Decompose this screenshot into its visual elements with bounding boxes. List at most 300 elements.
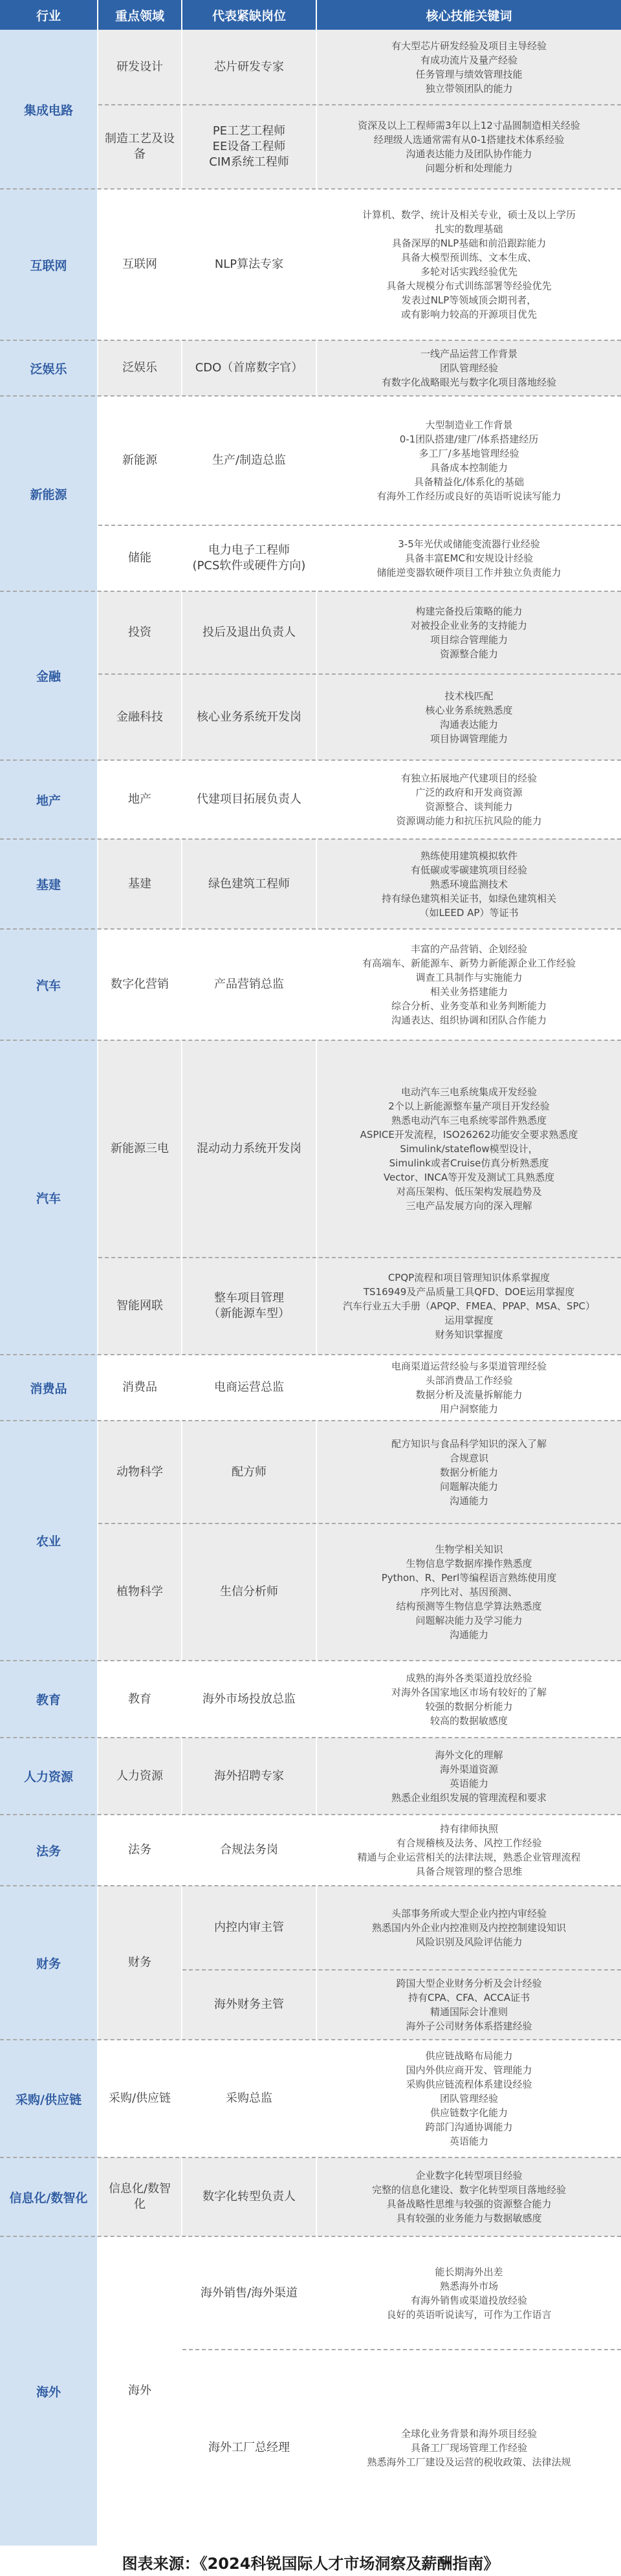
row-divider	[0, 1660, 621, 1661]
row-divider	[0, 2039, 621, 2040]
keyword-line: 三电产品发展方向的深入理解	[406, 1200, 532, 1212]
area-label: 信息化/数智化	[108, 2182, 171, 2211]
industry-cell	[0, 1355, 97, 1421]
role-cell	[182, 2157, 316, 2236]
role-label: 内控内审主管	[214, 1921, 284, 1934]
role-label: NLP算法专家	[214, 257, 284, 271]
industry-cell	[0, 2236, 97, 2546]
keyword-line: 构建完备投后策略的能力	[415, 606, 523, 617]
area-cell	[98, 1355, 181, 1421]
keyword-line: 具备精益化/体系化的基础	[413, 476, 525, 488]
area-label: 法务	[128, 1843, 151, 1857]
keyword-line: 对被投企业业务的支持能力	[410, 620, 527, 631]
keyword-line: 生物信息学数据库操作熟悉度	[406, 1558, 532, 1569]
keyword-line: 项目协调管理能力	[430, 732, 508, 745]
role-label: 电力电子工程师	[208, 543, 290, 557]
role-label: PE工艺工程师	[212, 124, 286, 138]
area-label: 教育	[128, 1692, 151, 1706]
row-divider	[182, 1969, 621, 1970]
keyword-line: 运用掌握度	[444, 1315, 494, 1326]
area-label: 采购/供应链	[108, 2091, 171, 2105]
role-cell	[182, 340, 316, 396]
industry-cell	[0, 340, 97, 396]
keyword-line: 供应链数字化能力	[430, 2107, 508, 2119]
column-divider	[97, 0, 98, 2546]
industry-cell	[0, 1738, 97, 1815]
keyword-line: 团队管理经验	[439, 2093, 498, 2104]
keyword-line: 团队管理经验	[439, 362, 498, 374]
keyword-line: 有高端车、新能源车、新势力新能源企业工作经验	[362, 957, 576, 969]
keyword-line: 项目综合管理能力	[430, 634, 508, 646]
role-label: 采购总监	[226, 2091, 272, 2105]
row-divider	[98, 1257, 621, 1258]
keywords-cell	[317, 674, 621, 760]
role-label: EE设备工程师	[212, 140, 286, 153]
row-divider	[182, 2349, 621, 2350]
area-label: 基建	[128, 877, 151, 891]
keyword-line: 能长期海外出差	[435, 2265, 503, 2278]
row-divider	[0, 1040, 621, 1041]
industry-cell	[0, 1815, 97, 1886]
row-divider	[0, 838, 621, 840]
keywords-cell	[317, 396, 621, 525]
keyword-line: 具备大模型预训练、文本生成、	[400, 252, 537, 263]
keyword-line: 有低碳或零碳建筑项目经验	[410, 864, 527, 876]
industry-label: 金融	[36, 670, 61, 684]
area-label: 制造工艺及设备	[105, 132, 175, 161]
role-cell	[182, 2236, 316, 2350]
keywords-cell	[317, 1421, 621, 1523]
role-cell	[182, 929, 316, 1040]
keyword-line: 风险识别及风险评估能力	[415, 1936, 523, 1948]
keywords-cell	[317, 1886, 621, 1970]
role-label: (PCS软件或硬件方向)	[192, 559, 306, 573]
keyword-line: 3-5年光伏或储能变流器行业经验	[398, 538, 540, 550]
column-divider	[181, 0, 182, 2546]
keyword-line: 问题解决能力及学习能力	[415, 1615, 523, 1626]
role-cell	[182, 1738, 316, 1815]
row-divider	[0, 1814, 621, 1815]
area-cell	[98, 1523, 181, 1661]
keyword-line: 具有较强的业务能力与数据敏感度	[396, 2212, 542, 2224]
area-cell	[98, 1421, 181, 1523]
role-cell	[182, 1355, 316, 1421]
role-label: （新能源车型）	[208, 1307, 290, 1320]
area-label: 植物科学	[116, 1585, 163, 1599]
keyword-line: 资源整合能力	[439, 648, 498, 660]
keyword-line: 有海外工作经历或良好的英语听说读写能力	[376, 490, 561, 502]
keywords-cell	[317, 525, 621, 591]
keyword-line: 合规意识	[449, 1452, 488, 1464]
header-industry: 行业	[0, 0, 97, 30]
role-label: 配方师	[232, 1465, 267, 1479]
row-divider	[0, 1737, 621, 1738]
keywords-cell	[317, 1661, 621, 1738]
keyword-line: 具备工厂现场管理工作经验	[410, 2441, 527, 2454]
industry-label: 农业	[36, 1534, 61, 1549]
keyword-line: 完整的信息化建设、数字化转型项目落地经验	[371, 2184, 566, 2196]
area-cell	[98, 591, 181, 674]
area-label: 数字化营销	[111, 977, 169, 991]
keyword-line: 有成功流片及量产经验	[420, 54, 518, 66]
keyword-line: 资源整合、谈判能力	[425, 801, 513, 813]
keywords-cell	[317, 189, 621, 340]
keyword-line: Simulink/stateflow模型设计，	[400, 1143, 538, 1155]
keyword-line: 跨国大型企业财务分析及会计经验	[396, 1978, 542, 1989]
role-cell	[182, 2040, 316, 2157]
keyword-line: 海外渠道资源	[439, 1763, 498, 1775]
row-divider	[0, 591, 621, 592]
keyword-line: 熟悉海外工厂建设及运营的税收政策、法律法规	[367, 2456, 571, 2468]
keywords-cell	[317, 929, 621, 1040]
keyword-line: 相关业务搭建能力	[430, 986, 508, 998]
area-label: 新能源三电	[111, 1142, 169, 1155]
keyword-line: 熟悉环境监测技术	[430, 878, 508, 890]
industry-cell	[0, 1661, 97, 1738]
area-cell	[98, 340, 181, 396]
industry-label: 消费品	[30, 1381, 67, 1396]
keyword-line: 或有影响力较高的开源项目优先	[400, 309, 537, 320]
keyword-line: Vector、INCA等开发及测试工具熟悉度	[383, 1172, 555, 1183]
industry-cell	[0, 1421, 97, 1661]
area-cell	[98, 525, 181, 591]
industry-cell	[0, 929, 97, 1040]
industry-label: 地产	[36, 793, 61, 808]
keywords-cell	[317, 760, 621, 839]
keyword-line: 多轮对话实践经验优先	[420, 266, 518, 278]
keyword-line: 良好的英语听说读写，可作为工作语言	[386, 2308, 552, 2320]
keywords-cell	[317, 105, 621, 189]
keyword-line: 熟悉海外市场	[439, 2280, 498, 2292]
industry-label: 汽车	[36, 1191, 61, 1206]
area-cell	[98, 839, 181, 929]
keyword-line: Python、R、Perl等编程语言熟练使用度	[381, 1572, 557, 1584]
keywords-cell	[317, 1523, 621, 1661]
area-cell	[98, 396, 181, 525]
area-label: 财务	[128, 1956, 151, 1969]
area-cell	[98, 1738, 181, 1815]
industry-cell	[0, 1886, 97, 2040]
area-cell	[98, 2040, 181, 2157]
role-cell	[182, 189, 316, 340]
role-cell	[182, 760, 316, 839]
keywords-cell	[317, 340, 621, 396]
industry-cell	[0, 189, 97, 340]
area-label: 泛娱乐	[122, 361, 157, 375]
keyword-line: 熟练使用建筑模拟软件	[420, 849, 518, 862]
row-divider	[0, 1354, 621, 1355]
keyword-line: 问题分析和处理能力	[425, 162, 513, 174]
keyword-line: 资源调动能力和抗压抗风险的能力	[396, 815, 542, 827]
area-label: 地产	[128, 792, 151, 806]
header-role: 代表紧缺岗位	[182, 0, 316, 30]
keyword-line: 大型制造业工作背景	[425, 419, 513, 431]
keyword-line: 0-1团队搭建/建厂/体系搭建经历	[399, 433, 539, 445]
keywords-cell	[317, 1815, 621, 1886]
industry-label: 基建	[36, 878, 61, 892]
keyword-line: 调查工具制作与实施能力	[415, 972, 523, 983]
industry-cell	[0, 30, 97, 189]
role-cell	[182, 1040, 316, 1258]
keyword-line: 丰富的产品营销、企划经验	[410, 943, 527, 955]
industry-cell	[0, 396, 97, 591]
role-label: 海外招聘专家	[214, 1769, 284, 1783]
keyword-line: 具备深厚的NLP基础和前沿跟踪能力	[391, 237, 547, 249]
area-label: 新能源	[122, 453, 157, 467]
keyword-line: 序列比对、基因预测、	[420, 1586, 518, 1598]
keyword-line: 任务管理与绩效管理技能	[415, 69, 523, 80]
row-divider	[0, 340, 621, 341]
role-label: 海外市场投放总监	[202, 1692, 296, 1706]
keywords-cell	[317, 591, 621, 674]
role-label: 产品营销总监	[214, 977, 284, 991]
area-cell	[98, 674, 181, 760]
keyword-line: （如LEED AP）等证书	[419, 906, 519, 919]
role-cell	[182, 30, 316, 105]
keyword-line: 广泛的政府和开发商资源	[415, 787, 523, 798]
row-divider	[98, 104, 621, 105]
role-cell	[182, 1815, 316, 1886]
keyword-line: 有数字化战略眼光与数字化项目落地经验	[381, 377, 556, 388]
row-divider	[98, 525, 621, 526]
role-cell	[182, 1970, 316, 2040]
industry-label: 财务	[36, 1956, 61, 1971]
keyword-line: 汽车行业五大手册（APQP、FMEA、PPAP、MSA、SPC）	[343, 1300, 595, 1312]
keyword-line: 英语能力	[449, 1777, 488, 1789]
role-cell	[182, 396, 316, 525]
keyword-line: 熟悉国内外企业内控准则及内控控制建设知识	[371, 1922, 566, 1934]
keyword-line: 资深及以上工程师需3年以上12寸晶圆制造相关经验	[358, 120, 580, 131]
role-label: 绿色建筑工程师	[208, 877, 290, 891]
keyword-line: 海外子公司财务体系搭建经验	[406, 2020, 532, 2032]
keyword-line: ASPICE开发流程，ISO26262功能安全要求熟悉度	[360, 1129, 578, 1141]
row-divider	[0, 188, 621, 190]
keyword-line: 一线产品运营工作背景	[420, 348, 518, 360]
role-cell	[182, 1661, 316, 1738]
keyword-line: 2个以上新能源整车量产项目开发经验	[388, 1100, 550, 1112]
keyword-line: 跨部门沟通协调能力	[425, 2121, 513, 2133]
keyword-line: 用户洞察能力	[439, 1403, 498, 1415]
keyword-line: 生物学相关知识	[435, 1544, 503, 1555]
keyword-line: 成熟的海外各类渠道投放经验	[406, 1672, 532, 1684]
area-cell	[98, 105, 181, 189]
role-label: 数字化转型负责人	[202, 2190, 296, 2203]
keyword-line: 具备战略性思维与较强的资源整合能力	[386, 2198, 552, 2210]
industry-label: 集成电路	[23, 103, 73, 118]
industry-label: 泛娱乐	[30, 362, 67, 377]
keyword-line: 经理级人选通常需有从0-1搭建技术体系经验	[373, 134, 565, 146]
role-label: 核心业务系统开发岗	[197, 710, 301, 724]
area-label: 消费品	[122, 1381, 157, 1394]
keyword-line: 精通与企业运营相关的法律法规，熟悉企业管理流程	[357, 1851, 581, 1863]
role-label: 生信分析师	[220, 1585, 278, 1599]
keyword-line: 全球化业务背景和海外项目经验	[400, 2427, 537, 2440]
keywords-cell	[317, 2157, 621, 2236]
row-divider	[0, 1420, 621, 1421]
role-label: 投后及退出负责人	[202, 626, 296, 639]
role-label: 芯片研发专家	[214, 60, 284, 74]
keyword-line: 头部消费品工作经验	[425, 1375, 513, 1386]
role-cell	[182, 1421, 316, 1523]
keyword-line: 有合规稽核及法务、风控工作经验	[396, 1837, 542, 1849]
keyword-line: 持有绿色建筑相关证书，如绿色建筑相关	[381, 892, 556, 904]
role-label: 代建项目拓展负责人	[197, 792, 301, 806]
area-label: 动物科学	[116, 1465, 163, 1479]
keyword-line: CPQP流程和项目管理知识体系掌握度	[387, 1272, 550, 1283]
keyword-line: 较强的数据分析能力	[425, 1700, 513, 1712]
role-label: 海外财务主管	[214, 1998, 284, 2011]
keyword-line: 沟通能力	[449, 1629, 488, 1641]
area-label: 金融科技	[116, 710, 163, 724]
keyword-line: 具备成本控制能力	[430, 462, 508, 474]
keyword-line: 熟悉企业组织发展的管理流程和要求	[391, 1791, 547, 1804]
keyword-line: 数据分析及流量拆解能力	[415, 1389, 523, 1401]
keyword-line: 有大型芯片研发经验及项目主导经验	[391, 40, 547, 52]
area-cell	[98, 2157, 181, 2236]
area-cell	[98, 2236, 181, 2546]
row-divider	[0, 759, 621, 761]
keyword-line: 数据分析能力	[439, 1466, 498, 1478]
role-cell	[182, 674, 316, 760]
keyword-line: 持有CPA、CFA、ACCA证书	[408, 1992, 530, 2003]
row-divider	[0, 395, 621, 397]
keywords-cell	[317, 1258, 621, 1355]
keyword-line: 持有律师执照	[439, 1823, 498, 1835]
keyword-line: 财务知识掌握度	[435, 1329, 503, 1340]
area-cell	[98, 929, 181, 1040]
keyword-line: 采购供应链流程体系建设经验	[406, 2079, 532, 2090]
keyword-line: Simulink或者Cruise仿真分析熟悉度	[389, 1157, 549, 1169]
industry-cell	[0, 1040, 97, 1355]
keywords-cell	[317, 30, 621, 105]
industry-cell	[0, 591, 97, 760]
industry-label: 互联网	[30, 258, 67, 273]
keyword-line: 结构预测等生物信息学算法熟悉度	[396, 1600, 542, 1612]
industry-label: 汽车	[36, 978, 61, 993]
role-cell	[182, 105, 316, 189]
industry-label: 新能源	[30, 487, 67, 502]
industry-label: 信息化/数智化	[9, 2190, 88, 2205]
keyword-line: 有独立拓展地产代建项目的经验	[400, 772, 537, 784]
keyword-line: 对海外各国家地区市场有较好的了解	[391, 1686, 547, 1698]
area-cell	[98, 1815, 181, 1886]
role-label: 合规法务岗	[220, 1843, 278, 1857]
keyword-line: 多工厂/多基地管理经验	[419, 448, 519, 459]
column-divider	[316, 0, 317, 2546]
keyword-line: 综合分析、业务变革和业务判断能力	[391, 1000, 547, 1012]
keywords-cell	[317, 2040, 621, 2157]
area-label: 投资	[128, 626, 151, 639]
keyword-line: 海外文化的理解	[435, 1749, 503, 1761]
role-label: CDO（首席数字官）	[195, 361, 303, 375]
role-label: 电商运营总监	[214, 1381, 284, 1394]
industry-label: 人力资源	[23, 1770, 73, 1784]
industry-cell	[0, 760, 97, 839]
role-cell	[182, 1886, 316, 1970]
keyword-line: TS16949及产品质量工具QFD、DOE运用掌握度	[363, 1286, 575, 1298]
keywords-cell	[317, 1738, 621, 1815]
header-area: 重点领域	[98, 0, 181, 30]
area-cell	[98, 30, 181, 105]
role-cell	[182, 525, 316, 591]
keyword-line: 具备合规管理的整合思维	[415, 1866, 523, 1877]
keywords-cell	[317, 2350, 621, 2546]
keyword-line: 具备大规模分布式训练部署等经验优先	[386, 280, 552, 292]
keyword-line: 独立带领团队的能力	[425, 83, 513, 94]
row-divider	[0, 2236, 621, 2237]
keywords-cell	[317, 1970, 621, 2040]
keywords-cell	[317, 1355, 621, 1421]
keyword-line: 扎实的数理基础	[435, 223, 503, 235]
role-cell	[182, 1258, 316, 1355]
keyword-line: 对高压架构、低压架构发展趋势及	[396, 1186, 542, 1197]
area-label: 研发设计	[116, 60, 163, 74]
keyword-line: 沟通表达能力	[439, 718, 498, 730]
area-cell	[98, 1886, 181, 2040]
keyword-line: 企业数字化转型项目经验	[415, 2170, 523, 2181]
keyword-line: 有海外销售或渠道投放经验	[410, 2294, 527, 2306]
area-label: 人力资源	[116, 1769, 163, 1783]
role-label: CIM系统工程师	[209, 155, 289, 169]
industry-label: 法务	[36, 1844, 61, 1859]
role-cell	[182, 1523, 316, 1661]
keyword-line: 具备丰富EMC和安规设计经验	[405, 552, 533, 564]
keyword-line: 配方知识与食品科学知识的深入了解	[391, 1437, 547, 1450]
keywords-cell	[317, 1040, 621, 1258]
area-cell	[98, 760, 181, 839]
keyword-line: 沟通能力	[449, 1494, 488, 1507]
keyword-line: 供应链战略布局能力	[425, 2050, 513, 2062]
area-cell	[98, 189, 181, 340]
keyword-line: 电动汽车三电系统集成开发经验	[400, 1086, 537, 1098]
row-divider	[0, 1885, 621, 1886]
header-keywords: 核心技能关键词	[317, 0, 621, 30]
row-divider	[0, 2157, 621, 2158]
keyword-line: 技术栈匹配	[444, 690, 494, 702]
role-label: 海外销售/海外渠道	[200, 2286, 298, 2300]
area-cell	[98, 1258, 181, 1355]
role-cell	[182, 2350, 316, 2546]
industry-label: 教育	[36, 1693, 61, 1707]
keyword-line: 较高的数据敏感度	[430, 1714, 508, 1727]
industry-label: 采购/供应链	[16, 2092, 82, 2107]
role-cell	[182, 591, 316, 674]
area-label: 互联网	[122, 257, 157, 271]
area-cell	[98, 1661, 181, 1738]
role-cell	[182, 839, 316, 929]
keyword-line: 国内外供应商开发、管理能力	[406, 2064, 532, 2076]
keyword-line: 核心业务系统熟悉度	[425, 704, 513, 716]
industry-label: 海外	[36, 2385, 61, 2399]
keyword-line: 英语能力	[449, 2135, 488, 2147]
keyword-line: 熟悉电动汽车三电系统零部件熟悉度	[391, 1115, 547, 1126]
row-divider	[98, 673, 621, 675]
area-label: 海外	[128, 2384, 151, 2397]
keyword-line: 发表过NLP等领域顶会期刊者，	[401, 294, 537, 306]
industry-cell	[0, 2040, 97, 2157]
keyword-line: 沟通表达能力及团队协作能力	[406, 148, 532, 160]
keyword-line: 计算机、数学、统计及相关专业，硕士及以上学历	[362, 209, 576, 221]
industry-cell	[0, 2157, 97, 2236]
area-cell	[98, 1040, 181, 1258]
industry-cell	[0, 839, 97, 929]
role-label: 整车项目管理	[214, 1291, 284, 1305]
keyword-line: 精通国际会计准则	[430, 2006, 508, 2018]
keyword-line: 储能逆变器软硬件项目工作并独立负责能力	[376, 567, 561, 578]
area-label: 储能	[128, 551, 151, 565]
keyword-line: 电商渠道运营经验与多渠道管理经验	[391, 1360, 547, 1372]
keywords-cell	[317, 2236, 621, 2350]
